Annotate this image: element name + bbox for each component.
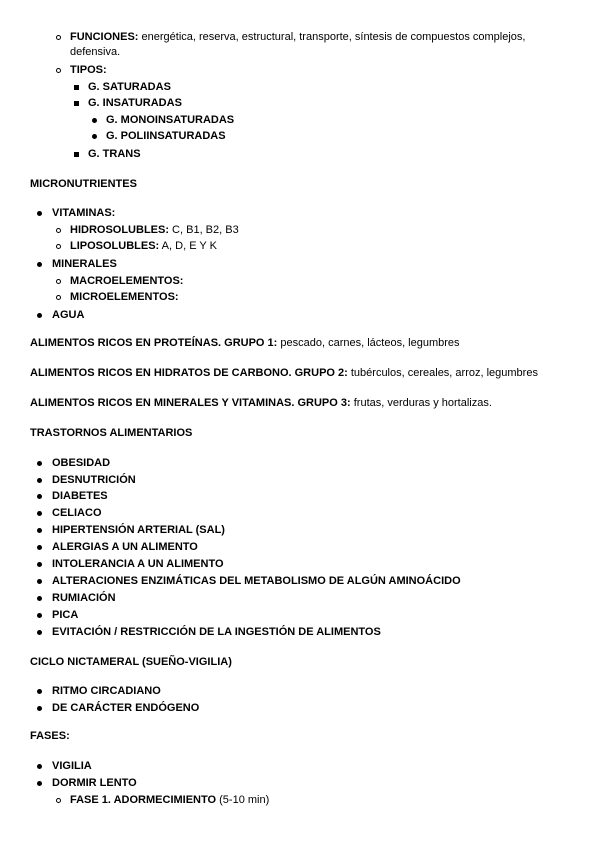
trastorno-item: DIABETES — [52, 490, 108, 502]
grupo3-text: frutas, verduras y hortalizas. — [350, 397, 492, 409]
trastorno-item: OBESIDAD — [52, 457, 111, 469]
funciones-label: FUNCIONES: — [70, 31, 139, 43]
trastorno-item: ALERGIAS A UN ALIMENTO — [52, 541, 198, 553]
disc-bullet-icon — [37, 461, 42, 466]
square-bullet-icon — [74, 152, 79, 157]
circle-bullet-icon — [56, 228, 61, 233]
ciclo-heading: CICLO NICTAMERAL (SUEÑO-VIGILIA) — [30, 656, 232, 668]
tipo-poliinsaturadas: G. POLIINSATURADAS — [106, 130, 226, 142]
macroelementos-item: MACROELEMENTOS: — [70, 275, 184, 287]
fases-heading: FASES: — [30, 730, 70, 742]
liposolubles-line — [70, 239, 217, 253]
grupo1-line — [30, 336, 460, 350]
fase1-line — [70, 793, 269, 807]
disc-bullet-icon — [37, 781, 42, 786]
grupo3-line — [30, 396, 492, 410]
trastorno-item: CELIACO — [52, 507, 102, 519]
tipo-trans: G. TRANS — [88, 148, 141, 160]
disc-bullet-icon — [37, 528, 42, 533]
disc-bullet-icon — [37, 579, 42, 584]
grupo1-text: pescado, carnes, lácteos, legumbres — [277, 337, 460, 349]
disc-bullet-icon — [37, 313, 42, 318]
disc-bullet-icon — [37, 262, 42, 267]
disc-bullet-icon — [37, 706, 42, 711]
fase-item: VIGILIA — [52, 760, 92, 772]
minerales-item: MINERALES — [52, 258, 117, 270]
circle-bullet-icon — [56, 798, 61, 803]
trastorno-item: PICA — [52, 609, 79, 621]
disc-bullet-icon — [37, 562, 42, 567]
disc-bullet-icon — [37, 494, 42, 499]
liposolubles-text: A, D, E Y K — [159, 240, 217, 252]
disc-bullet-icon — [37, 511, 42, 516]
funciones-continuation: defensiva. — [70, 46, 121, 58]
disc-bullet-icon — [92, 118, 97, 123]
disc-bullet-icon — [37, 630, 42, 635]
circle-bullet-icon — [56, 35, 61, 40]
trastorno-item: INTOLERANCIA A UN ALIMENTO — [52, 558, 224, 570]
trastorno-item: HIPERTENSIÓN ARTERIAL (SAL) — [52, 524, 225, 536]
ciclo-item: DE CARÁCTER ENDÓGENO — [52, 702, 200, 714]
disc-bullet-icon — [37, 689, 42, 694]
trastornos-heading: TRASTORNOS ALIMENTARIOS — [30, 427, 193, 439]
trastorno-item: ALTERACIONES ENZIMÁTICAS DEL METABOLISMO DE ALGÚN AMINOÁCIDO — [52, 575, 461, 587]
square-bullet-icon — [74, 101, 79, 106]
circle-bullet-icon — [56, 295, 61, 300]
grupo1-label: ALIMENTOS RICOS EN PROTEÍNAS. GRUPO 1: — [30, 337, 278, 349]
fase1-text: (5-10 min) — [216, 794, 270, 806]
circle-bullet-icon — [56, 279, 61, 284]
disc-bullet-icon — [92, 134, 97, 139]
disc-bullet-icon — [37, 596, 42, 601]
disc-bullet-icon — [37, 211, 42, 216]
fase1-label: FASE 1. ADORMECIMIENTO — [70, 794, 217, 806]
funciones-text: energética, reserva, estructural, transporte, síntesis de compuestos complejos, — [138, 31, 526, 43]
trastorno-item: DESNUTRICIÓN — [52, 474, 136, 486]
vitaminas-item: VITAMINAS: — [52, 207, 116, 219]
tipo-insaturadas: G. INSATURADAS — [88, 97, 182, 109]
disc-bullet-icon — [37, 764, 42, 769]
grupo2-label: ALIMENTOS RICOS EN HIDRATOS DE CARBONO. GRUPO 2: — [30, 367, 348, 379]
hidrosolubles-label: HIDROSOLUBLES: — [70, 224, 169, 236]
hidrosolubles-text: C, B1, B2, B3 — [169, 224, 239, 236]
disc-bullet-icon — [37, 478, 42, 483]
circle-bullet-icon — [56, 244, 61, 249]
tipo-monoinsaturadas: G. MONOINSATURADAS — [106, 114, 235, 126]
micronutrientes-heading: MICRONUTRIENTES — [30, 178, 137, 190]
microelementos-item: MICROELEMENTOS: — [70, 291, 179, 303]
circle-bullet-icon — [56, 68, 61, 73]
trastorno-item: RUMIACIÓN — [52, 592, 116, 604]
funciones-line — [70, 30, 525, 44]
trastorno-item: EVITACIÓN / RESTRICCIÓN DE LA INGESTIÓN DE ALIMENTOS — [52, 626, 381, 638]
fase-item: DORMIR LENTO — [52, 777, 137, 789]
disc-bullet-icon — [37, 545, 42, 550]
square-bullet-icon — [74, 85, 79, 90]
ciclo-item: RITMO CIRCADIANO — [52, 685, 161, 697]
grupo2-text: tubérculos, cereales, arroz, legumbres — [347, 367, 538, 379]
tipo-saturadas: G. SATURADAS — [88, 81, 171, 93]
grupo3-label: ALIMENTOS RICOS EN MINERALES Y VITAMINAS. GRUPO 3: — [30, 397, 351, 409]
hidrosolubles-line — [70, 223, 239, 237]
tipos-label: TIPOS: — [70, 64, 107, 76]
agua-item: AGUA — [52, 309, 85, 321]
grupo2-line — [30, 366, 538, 380]
liposolubles-label: LIPOSOLUBLES: — [70, 240, 160, 252]
disc-bullet-icon — [37, 613, 42, 618]
